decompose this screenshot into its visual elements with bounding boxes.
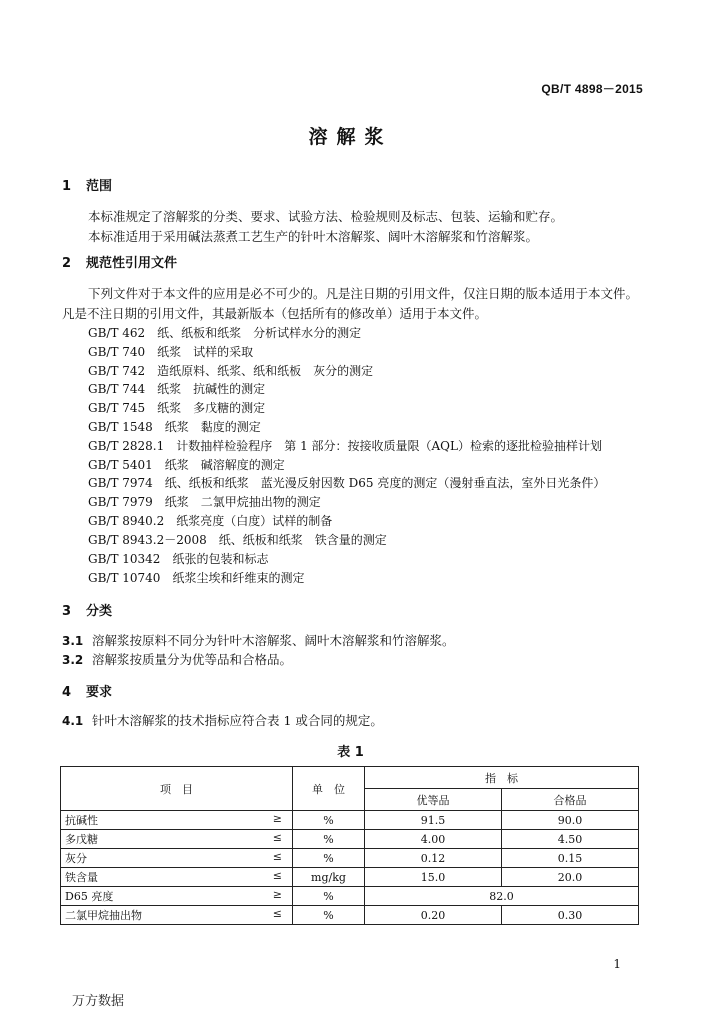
param-name: 二氯甲烷抽出物 [65,909,142,922]
section-number: 2 [62,256,72,271]
param-symbol: ≤ [272,907,282,920]
value-grade-2: 0.15 [502,849,639,868]
clause-text: 溶解浆按质量分为优等品和合格品。 [92,652,293,667]
table-row [61,887,639,906]
section-title: 范围 [86,179,113,194]
clause-3-2 [62,650,292,668]
clause-number: 3.1 [62,634,84,648]
value-grade-2: 90.0 [502,811,639,830]
value-grade-1: 0.20 [365,906,502,925]
value-merged: 82.0 [365,887,639,906]
section-title: 要求 [86,685,113,700]
param-name: D65 亮度 [65,890,114,903]
header-grade-1: 优等品 [365,789,502,811]
unit-cell: % [293,887,365,906]
clause-text: 针叶木溶解浆的技术指标应符合表 1 或合同的规定。 [92,713,383,728]
value-grade-2: 20.0 [502,868,639,887]
watermark-text: 万方数据 [72,994,125,1009]
unit-cell: mg/kg [293,868,365,887]
reference-item: GB/T 7974 纸、纸板和纸浆 蓝光漫反射因数 D65 亮度的测定（漫射垂直法，室外日光条件） [88,476,606,490]
value-grade-1: 0.12 [365,849,502,868]
value-grade-2: 4.50 [502,830,639,849]
page-number: 1 [613,957,621,971]
clause-text: 溶解浆按原料不同分为针叶木溶解浆、阔叶木溶解浆和竹溶解浆。 [92,633,455,648]
table-row [61,811,639,830]
reference-item: GB/T 745 纸浆 多戊糖的测定 [88,401,266,415]
unit-cell: % [293,906,365,925]
unit-cell: % [293,811,365,830]
param-cell [61,811,293,830]
reference-item: GB/T 8940.2 纸浆亮度（白度）试样的制备 [88,514,333,528]
clause-4-1 [62,711,383,729]
table-row [61,906,639,925]
section-number: 1 [62,179,72,194]
param-name: 多戊糖 [65,833,98,846]
reference-item: GB/T 7979 纸浆 二氯甲烷抽出物的测定 [88,495,321,509]
document-title: 溶解浆 [308,126,393,148]
header-index: 指 标 [365,767,639,789]
table-header-row [61,767,639,789]
section-title: 分类 [86,604,113,619]
param-symbol: ≤ [272,831,282,844]
param-cell [61,868,293,887]
unit-cell: % [293,849,365,868]
param-symbol: ≥ [272,888,282,901]
table-row [61,849,639,868]
table-row [61,868,639,887]
paragraph: 本标准规定了溶解浆的分类、要求、试验方法、检验规则及标志、包装、运输和贮存。 [88,209,564,224]
section-3-heading [62,600,112,619]
reference-item: GB/T 742 造纸原料、纸浆、纸和纸板 灰分的测定 [88,364,374,378]
param-cell [61,887,293,906]
paragraph: 下列文件对于本文件的应用是必不可少的。凡是注日期的引用文件，仅注日期的版本适用于本文件。 [88,286,639,301]
reference-item: GB/T 10342 纸张的包装和标志 [88,552,269,566]
param-name: 灰分 [65,852,87,865]
param-name: 抗碱性 [65,814,98,827]
value-grade-1: 15.0 [365,868,502,887]
reference-item: GB/T 1548 纸浆 黏度的测定 [88,420,261,434]
param-cell [61,830,293,849]
spec-table [60,766,639,925]
header-grade-2: 合格品 [502,789,639,811]
paragraph: 本标准适用于采用碱法蒸煮工艺生产的针叶木溶解浆、阔叶木溶解浆和竹溶解浆。 [88,229,539,244]
reference-item: GB/T 462 纸、纸板和纸浆 分析试样水分的测定 [88,326,362,340]
header-unit: 单 位 [293,767,365,811]
table-caption: 表 1 [337,745,364,760]
header-item: 项 目 [61,767,293,811]
table-row [61,830,639,849]
param-symbol: ≥ [272,812,282,825]
param-cell [61,906,293,925]
reference-item: GB/T 10740 纸浆尘埃和纤维束的测定 [88,571,305,585]
reference-item: GB/T 2828.1 计数抽样检验程序 第 1 部分：按接收质量限（AQL）检索的逐批检验抽样计划 [88,439,602,453]
section-4-heading [62,681,112,700]
reference-item: GB/T 5401 纸浆 碱溶解度的测定 [88,458,285,472]
section-2-heading [62,252,177,271]
clause-number: 3.2 [62,653,84,667]
standard-code: QB/T 4898－2015 [541,82,643,96]
value-grade-2: 0.30 [502,906,639,925]
param-symbol: ≤ [272,869,282,882]
reference-item: GB/T 740 纸浆 试样的采取 [88,345,254,359]
clause-number: 4.1 [62,714,84,728]
paragraph: 凡是不注日期的引用文件，其最新版本（包括所有的修改单）适用于本文件。 [62,306,488,321]
reference-item: GB/T 8943.2－2008 纸、纸板和纸浆 铁含量的测定 [88,533,387,547]
section-number: 4 [62,685,72,700]
param-name: 铁含量 [65,871,98,884]
section-number: 3 [62,604,72,619]
value-grade-1: 4.00 [365,830,502,849]
section-1-heading [62,175,112,194]
unit-cell: % [293,830,365,849]
reference-item: GB/T 744 纸浆 抗碱性的测定 [88,382,266,396]
clause-3-1 [62,631,455,649]
value-grade-1: 91.5 [365,811,502,830]
param-cell [61,849,293,868]
section-title: 规范性引用文件 [86,256,178,271]
param-symbol: ≤ [272,850,282,863]
